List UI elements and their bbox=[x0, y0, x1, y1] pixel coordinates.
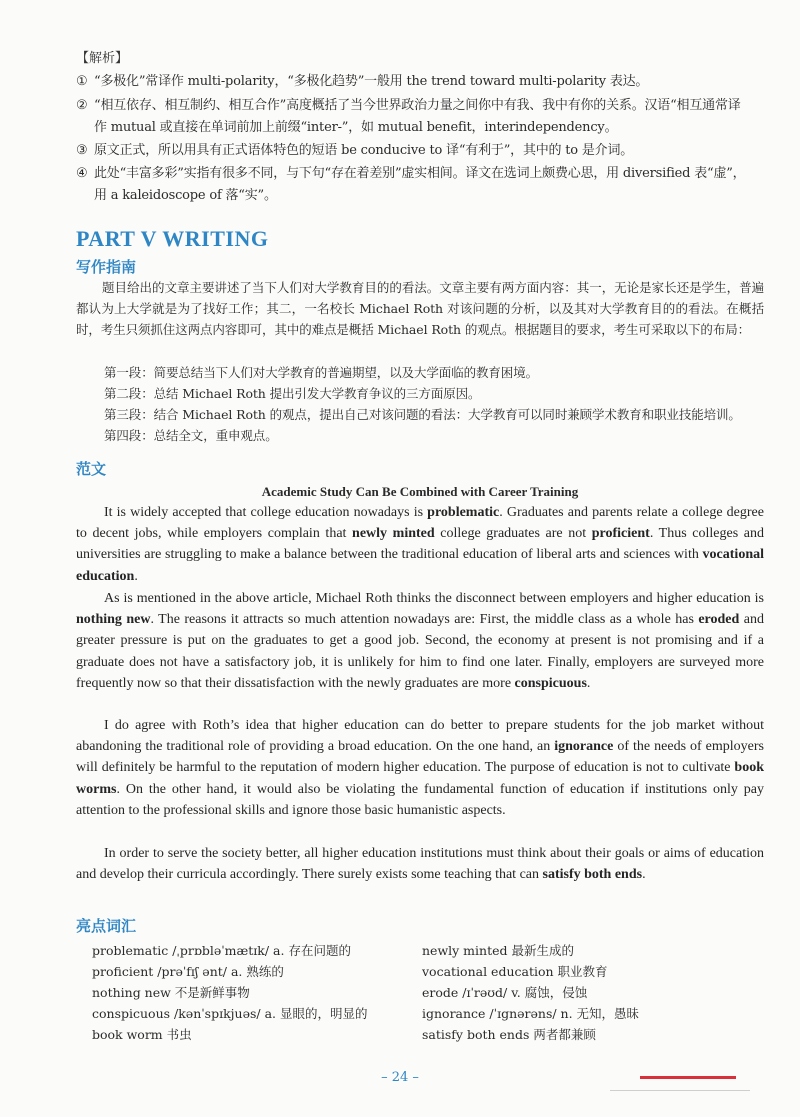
highlight-term: ignorance bbox=[554, 739, 614, 755]
highlight-term: eroded bbox=[698, 612, 740, 628]
note-number: ② bbox=[76, 98, 88, 113]
decorative-red-rule bbox=[640, 1076, 736, 1079]
decorative-gray-rule bbox=[610, 1090, 750, 1091]
essay-text: It is widely accepted that college education nowadays is bbox=[104, 505, 428, 520]
highlight-term: conspicuous bbox=[514, 675, 587, 691]
vocab-item: vocational education 职业教育 bbox=[422, 964, 608, 979]
essay-paragraph-1 bbox=[76, 502, 764, 587]
analysis-note-4 bbox=[76, 164, 764, 205]
note-text: 此处“丰富多彩”实指有很多不同，与下句“存在着差别”虚实相间。译文在选词上颇费心思，用 diversified 表“虚”， bbox=[94, 166, 746, 181]
vocab-item: problematic /ˌprɒbləˈmætɪk/ a. 存在问题的 bbox=[92, 943, 351, 958]
vocabulary-heading: 亮点词汇 bbox=[76, 917, 137, 935]
page-number: – 24 – bbox=[381, 1070, 419, 1085]
note-number: ① bbox=[76, 74, 88, 89]
highlight-term: vocational education bbox=[76, 547, 764, 584]
vocab-item: conspicuous /kənˈspɪkjuəs/ a. 显眼的，明显的 bbox=[92, 1006, 368, 1021]
essay-text: . Thus colleges and universities are struggling to make a balance between the traditional education of liberal arts and sciences with bbox=[76, 526, 764, 563]
essay-paragraph-3 bbox=[76, 715, 764, 821]
vocab-item: ignorance /ˈɪgnərəns/ n. 无知，愚昧 bbox=[422, 1006, 640, 1021]
note-text: 原文正式，所以用具有正式语体特色的短语 be conducive to 译“有利于”，其中的 to 是介词。 bbox=[94, 143, 634, 158]
vocabulary-list-left bbox=[92, 940, 368, 1045]
highlight-term: nothing new bbox=[76, 612, 151, 628]
vocab-item: newly minted 最新生成的 bbox=[422, 943, 574, 958]
writing-guide-heading: 写作指南 bbox=[76, 258, 137, 276]
layout-paragraph-1: 第一段：简要总结当下人们对大学教育的普遍期望，以及大学面临的教育困境。 bbox=[104, 365, 539, 380]
analysis-note-2 bbox=[76, 96, 764, 137]
essay-text: . The reasons it attracts so much attention nowadays are: First, the middle class as a whole has bbox=[150, 612, 699, 628]
essay-title: Academic Study Can Be Combined with Career Training bbox=[261, 484, 579, 499]
highlight-term: book worms bbox=[76, 760, 764, 797]
layout-paragraph-3: 第三段：结合 Michael Roth 的观点，提出自己对该问题的看法：大学教育可以同时兼顾学术教育和职业技能培训。 bbox=[104, 407, 741, 422]
essay-text: . Graduates and parents relate a college degree to decent jobs, while employers complain that bbox=[76, 505, 764, 542]
note-text-continued: 用 a kaleidoscope of 落“实”。 bbox=[94, 188, 277, 203]
vocab-item: nothing new 不是新鲜事物 bbox=[92, 985, 250, 1000]
highlight-term: proficient bbox=[591, 526, 650, 542]
essay-text: As is mentioned in the above article, Michael Roth thinks the disconnect between employers and higher education is bbox=[104, 591, 764, 606]
vocab-item: erode /ɪˈrəʊd/ v. 腐蚀，侵蚀 bbox=[422, 985, 588, 1000]
essay-text: . bbox=[642, 867, 646, 883]
layout-paragraph-2: 第二段：总结 Michael Roth 提出引发大学教育争议的三方面原因。 bbox=[104, 386, 481, 401]
highlight-term: problematic bbox=[427, 505, 500, 520]
vocabulary-list-right bbox=[422, 940, 639, 1045]
essay-text: . bbox=[586, 675, 591, 691]
writing-guide-intro: 题目给出的文章主要讲述了当下人们对大学教育目的的看法。文章主要有两方面内容：其一，无论是家长还是学生，普遍都认为上大学就是为了找好工作；其二，一名校长 Michael Roth 对该问题的分析，以及其对大学教育目的的看法。在概括时，考生只须抓住这两点内容即可，其中的难点是概括 Michael Roth 的观点。根据题目的要求，考生可采取以下的布局： bbox=[76, 280, 764, 337]
highlight-term: newly minted bbox=[352, 526, 435, 542]
note-number: ④ bbox=[76, 166, 88, 181]
essay-text: I do agree with Roth’s idea that higher education can do better to prepare students for the job market without abandoning the traditional role of providing a broad education. On the one hand, an bbox=[76, 718, 764, 755]
analysis-note-3 bbox=[76, 141, 764, 160]
essay-text: . On the other hand, it would also be violating the fundamental function of education if institutions only pay attention to the professional skills and ignore those basic humanistic aspects. bbox=[76, 781, 764, 818]
vocab-item: book worm 书虫 bbox=[92, 1027, 192, 1042]
essay-text: and greater pressure is put on the graduates to get a good job. Second, the economy at present is not promising and if a graduate does not have a satisfactory job, it is unlikely for him to find one later. Finally, employers are surveyed more frequently now so that their dissatisfaction with the newly graduates are more bbox=[76, 612, 764, 691]
essay-paragraph-4 bbox=[76, 843, 764, 885]
sample-essay-heading: 范文 bbox=[76, 460, 107, 478]
part-title: PART V WRITING bbox=[76, 226, 269, 251]
layout-paragraph-4: 第四段：总结全文，重申观点。 bbox=[104, 428, 278, 443]
essay-text: college graduates are not bbox=[434, 526, 592, 542]
note-text-continued: 作 mutual 或直接在单词前加上前缀“inter-”，如 mutual benefit，interindependency。 bbox=[94, 120, 618, 135]
vocab-item: satisfy both ends 两者都兼顾 bbox=[422, 1027, 596, 1042]
vocab-item: proficient /prəˈfɪʃ ənt/ a. 熟练的 bbox=[92, 964, 284, 979]
note-text: “相互依存、相互制约、相互合作”高度概括了当今世界政治力量之间你中有我、我中有你的关系。汉语“相互通常译 bbox=[94, 98, 741, 113]
essay-paragraph-2 bbox=[76, 588, 764, 694]
essay-text: In order to serve the society better, all higher education institutions must think about their goals or aims of education and develop their curricula accordingly. There surely exists some teaching that can bbox=[76, 846, 764, 883]
analysis-label: 【解析】 bbox=[76, 51, 129, 66]
essay-text: of the needs of employers will definitely be harmful to the reputation of modern higher education. The purpose of education is not to cultivate bbox=[76, 739, 764, 776]
note-text: “多极化”常译作 multi-polarity，“多极化趋势”一般用 the trend toward multi-polarity 表达。 bbox=[94, 74, 649, 89]
highlight-term: satisfy both ends bbox=[542, 867, 643, 883]
analysis-note-1 bbox=[76, 72, 764, 91]
essay-text: . bbox=[134, 568, 138, 584]
note-number: ③ bbox=[76, 143, 88, 158]
